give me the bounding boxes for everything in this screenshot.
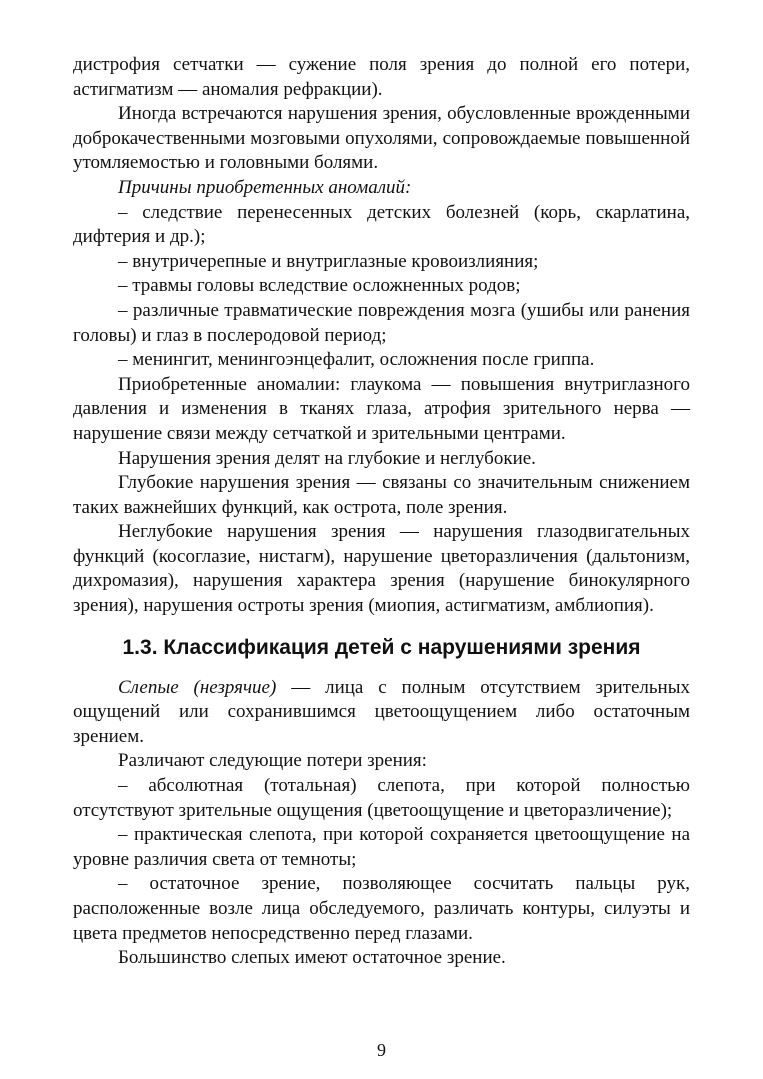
paragraph: Приобретенные аномалии: глаукома — повышения внутриглазного давления и изменения в тканях глаза, атрофия зрительного нерва — нарушение связи между сетчаткой и зрительными центрами. [73, 373, 690, 444]
section-heading: 1.3. Классификация детей с нарушениями зрения [122, 635, 641, 659]
list-item: – абсолютная (тотальная) слепота, при которой полностью отсутствуют зрительные ощущения (цветоощущение и цветоразличение); [73, 775, 690, 821]
paragraph: Различают следующие потери зрения: [118, 750, 427, 772]
italic-text: Причины приобретенных аномалий: [118, 176, 412, 198]
paragraph-italic-causes-heading [73, 176, 690, 201]
list-item: – менингит, менингоэнцефалит, осложнения после гриппа. [118, 349, 595, 371]
list-item: – практическая слепота, при которой сохраняется цветоощущение на уровне различия света от темноты; [73, 824, 690, 870]
list-item: – остаточное зрение, позволяющее сосчитать пальцы рук, расположенные возле лица обследуемого, различать контуры, силуэты и цвета предметов непосредственно перед глазами. [73, 873, 690, 944]
list-item: – травмы головы вследствие осложненных родов; [118, 275, 521, 297]
page-body [73, 53, 690, 971]
paragraph: Нарушения зрения делят на глубокие и неглубокие. [118, 447, 536, 469]
section-intro-text: — лица с полным отсутствием зрительных ощущений или сохранившимся цветоощущением либо остаточным зрением. [73, 676, 690, 747]
paragraph: Иногда встречаются нарушения зрения, обусловленные врожденными доброкачественными мозговыми опухолями, сопровождаемые повышенной утомляемостью и головными болями. [73, 103, 690, 174]
list-item: – внутричерепные и внутриглазные кровоизлияния; [118, 250, 539, 272]
paragraph: дистрофия сетчатки — сужение поля зрения до полной его потери, астигматизм — аномалия рефракции). [73, 54, 690, 100]
section-intro-paragraph [73, 676, 690, 750]
list-item: – различные травматические повреждения мозга (ушибы или ранения головы) и глаз в послеродовой период; [73, 299, 690, 346]
paragraph: Неглубокие нарушения зрения — нарушения глазодвигательных функций (косоглазие, нистагм), нарушение цветоразличения (дальтонизм, дихромазия), нарушения характера зрения (нарушение бинокулярного зрения), нарушения остроты зрения (миопия, астигматизм, амблиопия). [73, 521, 690, 617]
paragraph: Глубокие нарушения зрения — связаны со значительным снижением таких важнейших функций, как острота, поле зрения. [73, 472, 690, 518]
page-number: 9 [377, 1040, 386, 1060]
paragraph: Большинство слепых имеют остаточное зрение. [118, 947, 506, 969]
italic-term: Слепые (незрячие) [118, 676, 277, 698]
list-item: – следствие перенесенных детских болезней (корь, скарлатина, дифтерия и др.); [73, 201, 690, 248]
